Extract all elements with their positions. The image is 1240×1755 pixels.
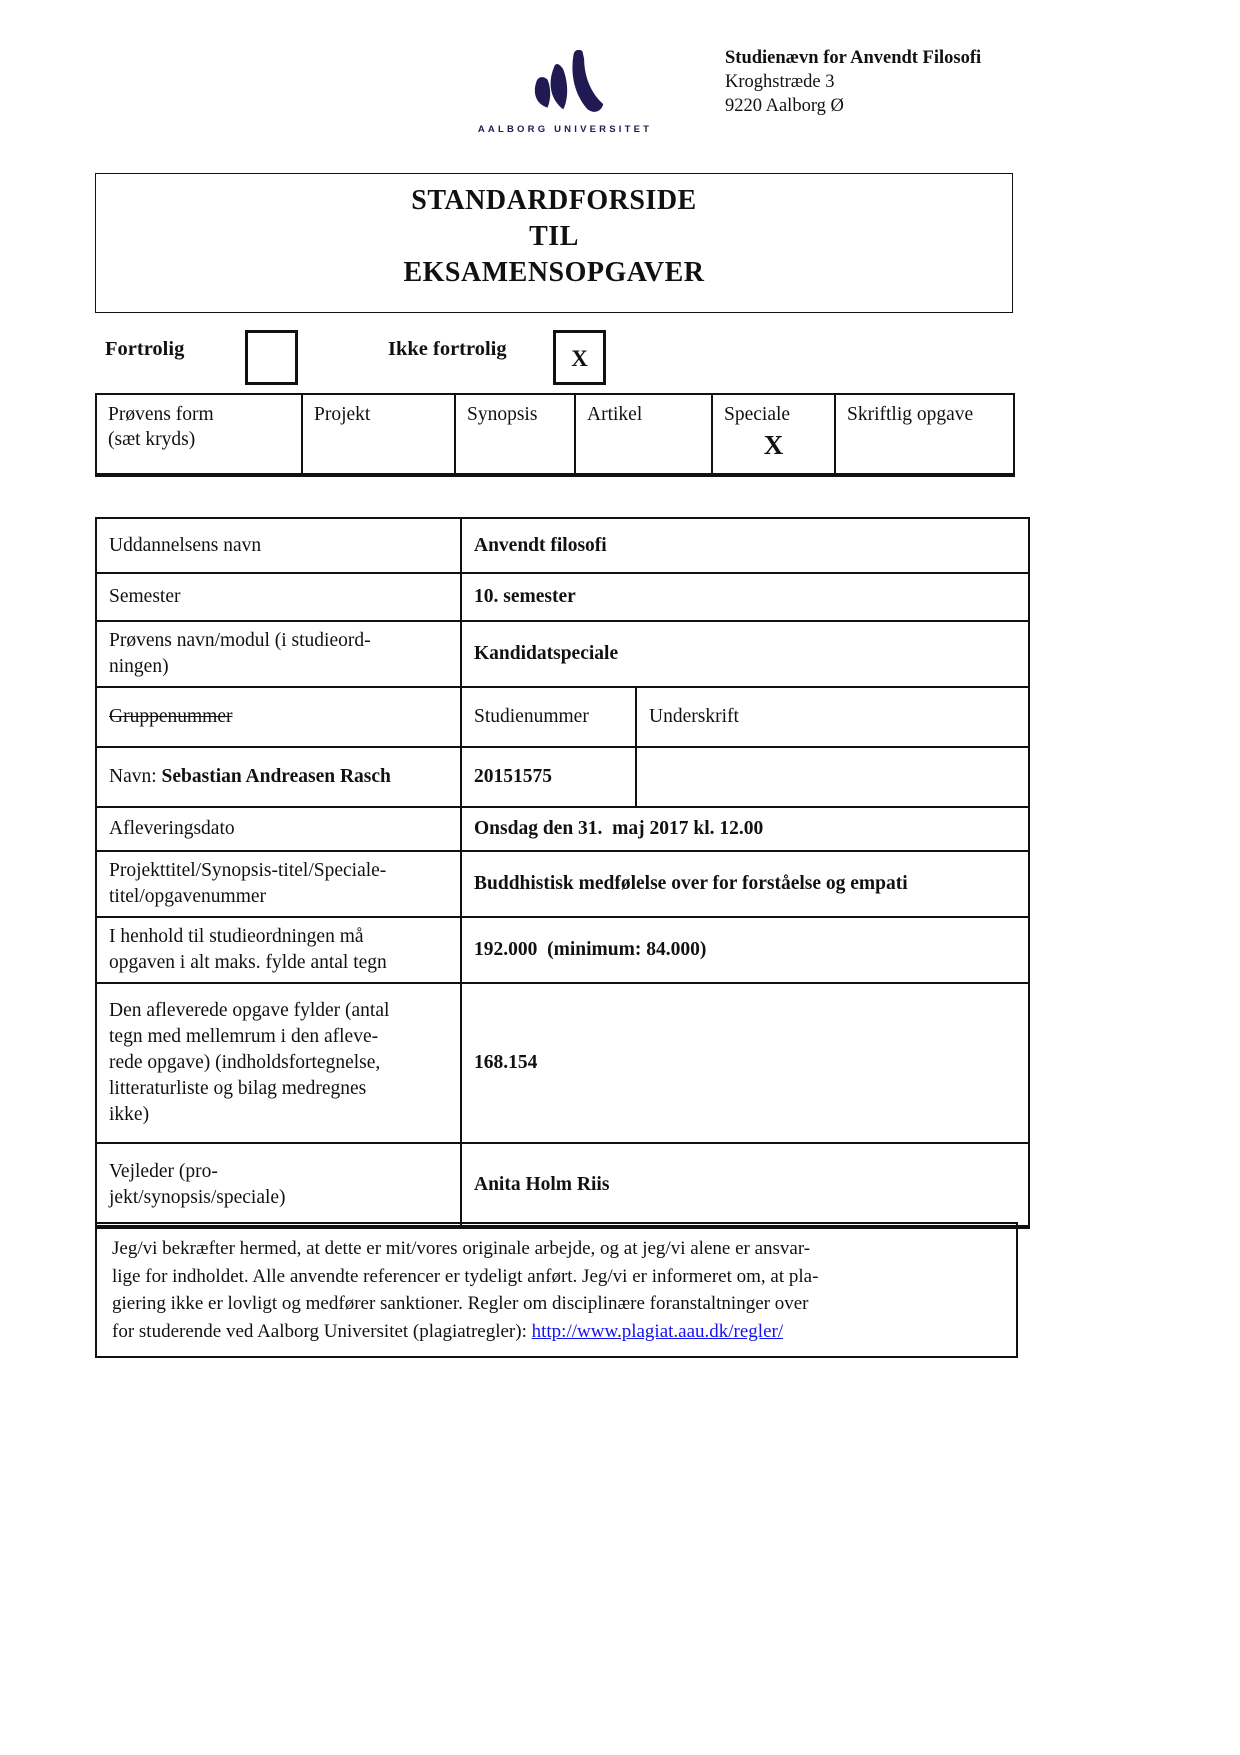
student-name: Sebastian Andreasen Rasch bbox=[161, 766, 391, 787]
confidential-label: Fortrolig bbox=[105, 338, 185, 360]
semester-label: Semester bbox=[96, 573, 461, 621]
option-label: Artikel bbox=[587, 404, 643, 425]
authority-address bbox=[725, 46, 981, 118]
student-number-value: 20151575 bbox=[461, 747, 636, 807]
student-number-header: Studienummer bbox=[461, 687, 636, 747]
table-row bbox=[96, 807, 1029, 851]
supervisor-label: Vejleder (pro- jekt/synopsis/speciale) bbox=[96, 1143, 461, 1227]
aau-logo bbox=[470, 50, 660, 135]
aau-logo-icon bbox=[525, 50, 605, 120]
option-label: Speciale bbox=[724, 404, 791, 425]
plagiarism-rules-link[interactable]: http://www.plagiat.aau.dk/regler/ bbox=[531, 1320, 784, 1342]
title-line-1: STANDARDFORSIDE bbox=[411, 185, 697, 216]
submission-date-value: Onsdag den 31. maj 2017 kl. 12.00 bbox=[461, 807, 1029, 851]
module-value: Kandidatspeciale bbox=[461, 621, 1029, 687]
table-row bbox=[96, 917, 1029, 983]
supervisor-value: Anita Holm Riis bbox=[461, 1143, 1029, 1227]
project-title-value: Buddhistisk medfølelse over for forståelse og empati bbox=[461, 851, 1029, 917]
exam-form-option-speciale bbox=[712, 394, 835, 475]
exam-form-option-projekt bbox=[302, 394, 455, 475]
table-row bbox=[96, 573, 1029, 621]
max-characters-label: I henhold til studieordningen må opgaven i alt maks. fylde antal tegn bbox=[96, 917, 461, 983]
aau-wordmark: AALBORG UNIVERSITET bbox=[477, 124, 653, 135]
exam-form-option-artikel bbox=[575, 394, 712, 475]
confidentiality-row bbox=[95, 330, 1013, 390]
name-cell bbox=[96, 747, 461, 807]
module-label: Prøvens navn/modul (i studieord- ningen) bbox=[96, 621, 461, 687]
authority-street: Kroghstræde 3 bbox=[725, 72, 835, 92]
title-box bbox=[95, 173, 1013, 313]
project-title-label: Projekttitel/Synopsis-titel/Speciale- titel/opgavenummer bbox=[96, 851, 461, 917]
group-number-label bbox=[96, 687, 461, 747]
signature-header: Underskrift bbox=[636, 687, 1029, 747]
title-line-2: TIL bbox=[529, 221, 579, 252]
declaration-text: Jeg/vi bekræfter hermed, at dette er mit/vores originale arbejde, og at jeg/vi alene er ansvar- lige for indholdet. Alle anvendte referencer er tydeligt anført. Jeg/vi er informeret om, at pla- giering ikke er lovligt og medfører sanktioner. Regler om disciplinære foranstaltninger over for studerende ved Aalborg Universitet (plagiatregler): bbox=[112, 1238, 819, 1342]
table-row bbox=[96, 621, 1029, 687]
exam-form-table bbox=[95, 393, 1015, 477]
actual-characters-value: 168.154 bbox=[461, 983, 1029, 1143]
not-confidential-label: Ikke fortrolig bbox=[388, 338, 507, 360]
option-mark-x: X bbox=[763, 430, 784, 460]
option-label: Projekt bbox=[314, 404, 371, 425]
name-prefix: Navn: bbox=[109, 766, 162, 787]
option-label: Skriftlig opgave bbox=[847, 404, 974, 425]
group-number-strikethrough: Gruppenummer bbox=[109, 706, 233, 727]
title-line-3: EKSAMENSOPGAVER bbox=[403, 257, 705, 288]
table-row bbox=[96, 747, 1029, 807]
exam-form-header-cell: Prøvens form (sæt kryds) bbox=[96, 394, 302, 475]
confidential-checkbox bbox=[245, 330, 298, 385]
education-value: Anvendt filosofi bbox=[461, 518, 1029, 573]
actual-characters-label: Den afleverede opgave fylder (antal tegn med mellemrum i den afleve- rede opgave) (indholdsfortegnelse, litteraturliste og bilag medregnes ikke) bbox=[96, 983, 461, 1143]
authority-name: Studienævn for Anvendt Filosofi bbox=[725, 48, 982, 68]
table-row bbox=[96, 851, 1029, 917]
table-row bbox=[96, 518, 1029, 573]
exam-form-option-skriftlig bbox=[835, 394, 1014, 475]
not-confidential-checkbox: X bbox=[553, 330, 606, 385]
plagiarism-declaration bbox=[95, 1222, 1018, 1358]
thesis-info-table bbox=[95, 517, 1030, 1229]
semester-value: 10. semester bbox=[461, 573, 1029, 621]
submission-date-label: Afleveringsdato bbox=[96, 807, 461, 851]
exam-form-option-synopsis bbox=[455, 394, 575, 475]
signature-cell bbox=[636, 747, 1029, 807]
authority-city: 9220 Aalborg Ø bbox=[725, 96, 844, 116]
max-characters-value: 192.000 (minimum: 84.000) bbox=[461, 917, 1029, 983]
education-label: Uddannelsens navn bbox=[96, 518, 461, 573]
option-label: Synopsis bbox=[467, 404, 538, 425]
table-row bbox=[96, 1143, 1029, 1227]
table-row bbox=[96, 983, 1029, 1143]
table-row bbox=[96, 687, 1029, 747]
